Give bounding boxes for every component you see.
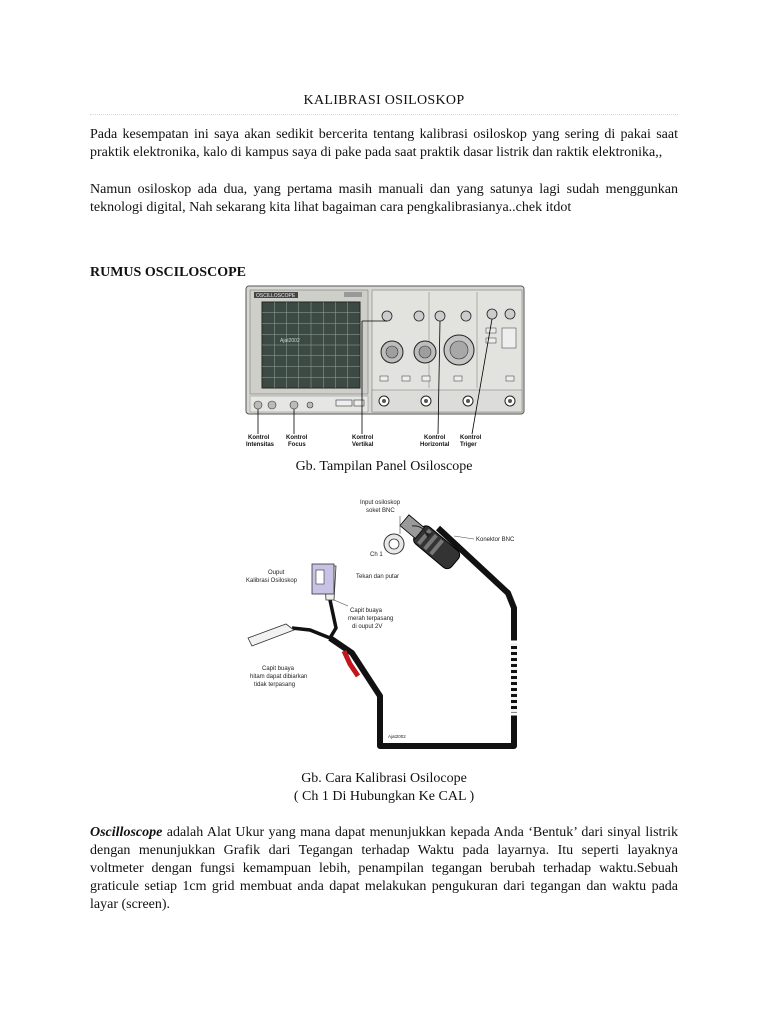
- label-capit-hitam-line1: Capit buaya: [262, 666, 295, 672]
- body-term: Oscilloscope: [90, 825, 163, 840]
- title-divider: [90, 114, 678, 115]
- intro-paragraph-1: Pada kesempatan ini saya akan sedikit bercerita tentang kalibrasi osiloskop yang sering di pakai saat praktik elektronika, kalo di kampus saya di pake pada saat praktik dasar listrik dan raktik elektronika,,: [90, 127, 678, 160]
- label-triger-line2: Triger: [460, 442, 477, 448]
- label-input-line2: soket BNC: [366, 508, 395, 514]
- label-vertikal-line1: Kontrol: [352, 435, 374, 441]
- figure-1-caption: Gb. Tampilan Panel Osiloscope: [295, 459, 473, 474]
- label-focus-line2: Focus: [288, 442, 306, 448]
- document-title: KALIBRASI OSILOSKOP: [303, 93, 465, 108]
- label-input-line1: Input osiloskop: [360, 500, 401, 506]
- intro-paragraph-2: Namun osiloskop ada dua, yang pertama masih manuali dan yang satunya lagi sudah menggunkan teknologi digital, Nah sekarang kita lihat bagaiman cara pengkalibrasianya..chek itdot: [90, 182, 678, 215]
- label-ch1: Ch 1: [370, 552, 383, 558]
- label-capit-merah-line1: Capit buaya: [350, 608, 383, 614]
- label-triger-line1: Kontrol: [460, 435, 482, 441]
- section-heading: RUMUS OSCILOSCOPE: [90, 265, 246, 280]
- label-tekan: Tekan dan putar: [356, 574, 400, 580]
- screen-brand-label: OSCILLOSCOPE: [256, 293, 296, 299]
- screen-watermark: Ajat2002: [280, 338, 300, 344]
- figure-2-caption-line-2: ( Ch 1 Di Hubungkan Ke CAL ): [293, 789, 475, 804]
- label-capit-hitam-line3: tidak terpasang: [254, 682, 296, 688]
- figure-2-watermark: Ajat2002: [388, 734, 406, 739]
- calibration-connection-figure: [240, 488, 530, 758]
- label-intensitas-line2: Intensitas: [246, 442, 275, 448]
- label-focus-line1: Kontrol: [286, 435, 308, 441]
- label-capit-hitam-line2: hitam dapat dibiarkan: [250, 674, 308, 680]
- body-paragraph: [90, 824, 678, 914]
- oscilloscope-panel-figure: [244, 284, 528, 456]
- label-horizontal-line1: Kontrol: [424, 435, 446, 441]
- label-capit-merah-line3: di ouput 2V: [352, 624, 383, 630]
- figure-2-caption-line-1: Gb. Cara Kalibrasi Osilocope: [301, 771, 467, 786]
- label-output-line1: Ouput: [268, 570, 285, 576]
- label-konektor: Konektor BNC: [476, 537, 515, 543]
- label-output-line2: Kalibrasi Osiloskop: [246, 578, 298, 584]
- label-intensitas-line1: Kontrol: [248, 435, 270, 441]
- body-text: adalah Alat Ukur yang mana dapat menunjukkan kepada Anda ‘Bentuk’ dari sinyal listrik dengan menunjukkan Grafik dari Tegangan terhadap Waktu pada layarnya. Itu seperti layaknya voltmeter dengan fungsi kemampuan lebih, penampilan tegangan berubah terhadap waktu.Sebuah graticule setiap 1cm grid membuat anda dapat melakukan pengukuran dari tegangan dan waktu pada layar (screen).: [90, 825, 678, 912]
- label-horizontal-line2: Horizontal: [420, 442, 450, 448]
- label-vertikal-line2: Vertikal: [352, 442, 374, 448]
- label-capit-merah-line2: merah terpasang: [348, 616, 394, 622]
